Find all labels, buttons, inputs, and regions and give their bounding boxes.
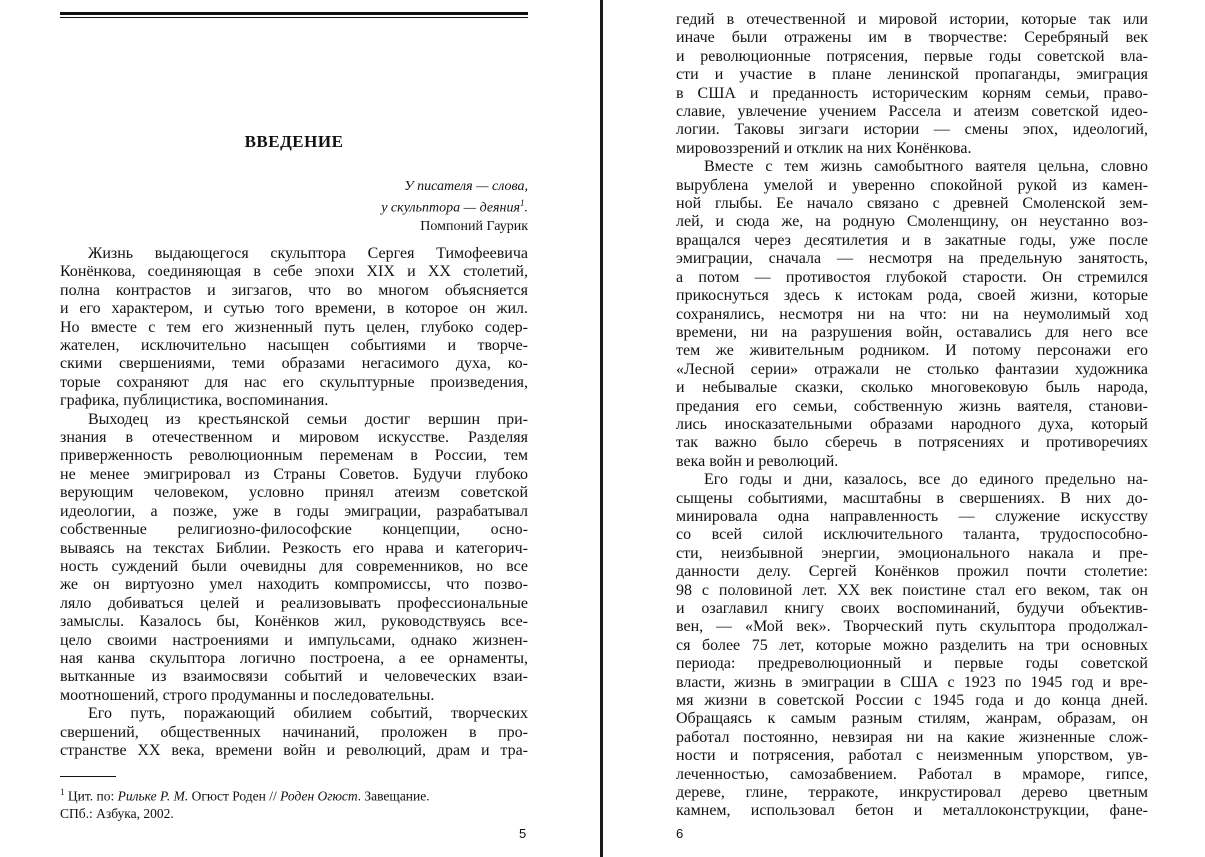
page-number: 5 (519, 826, 527, 841)
right-page (603, 0, 1205, 857)
text-line: вен, — «Мой век». Творческий путь скульптора продолжал- (676, 618, 1148, 636)
text-line: славие, увлечение учением Рассела и атеизм советской идео- (676, 103, 1148, 121)
text-line: свершений, общественных начинаний, проложен в про- (60, 723, 528, 741)
text-line: ность суждений были очевидны для современников, но все (60, 557, 528, 575)
text-line: данности делу. Сергей Конёнков прожил почти столетие: (676, 563, 1148, 581)
text-line: работал постоянно, невзирая ни на какие жизненные слож- (676, 728, 1148, 746)
left-page (0, 0, 600, 857)
text-line: Его путь, поражающий обилием событий, творческих (88, 705, 528, 723)
text-line: эмиграции, сначала — несмотря на предельную занятость, (676, 250, 1148, 268)
text-line: сохранялись, несмотря ни на что: ни на неумолимый ход (676, 305, 1148, 323)
text-line: дереве, глине, терракоте, инкрустировал дерево цветным (676, 784, 1148, 802)
footnote-line-1: $^1$ Цит. по: Рильке Р. М. Огюст Роден // Роден Огюст. Завещание. (60, 787, 430, 804)
text-line: моотношений, строго продуманны и последовательны. (60, 686, 435, 704)
footnote (60, 784, 528, 822)
text-line: и его характером, и сутью того времени, в которое он жил. (60, 300, 528, 318)
text-line: сыщены событиями, масштабны в свершениях. В них до- (676, 489, 1148, 507)
text-line: же он виртуозно умел находить компромиссы, что позво- (60, 576, 528, 594)
chapter-title: ВВЕДЕНИЕ (244, 132, 344, 151)
text-line: цело своими настроениями и импульсами, однако жизнен- (60, 631, 528, 649)
text-line: приверженность революционным переменам в России, тем (60, 447, 528, 465)
text-line: и небывалые сказки, сколько многовековую быль народа, (676, 379, 1148, 397)
text-line: предания его семьи, собственную жизнь ваятеля, станови- (676, 397, 1148, 415)
text-line: Выходец из крестьянской семьи достиг вершин при- (88, 410, 528, 428)
text-line: сти и участие в плане ленинской пропаганды, эмиграция (676, 66, 1148, 84)
footnote-marker: 1 (520, 198, 525, 208)
text-line: 98 с половиной лет. XX век поистине стал его веком, так он (676, 581, 1148, 599)
text-line: Его годы и дни, казалось, все до единого предельно на- (704, 471, 1148, 489)
epigraph-line-2: у скульптора — деяния$^1$. (381, 198, 528, 216)
text-line: замыслы. Казалось бы, Конёнков жил, руководствуясь все- (60, 613, 528, 631)
text-line: идеологии, а позже, уже в годы эмиграции, разрабатывал (60, 502, 528, 520)
text-line: странстве XX века, времени войн и революций, драм и тра- (60, 741, 528, 759)
text-line: Обращаясь к самым разным стилям, жанрам, образам, он (676, 710, 1148, 728)
epigraph (381, 178, 528, 235)
left-body-text (60, 245, 528, 760)
text-line: верующим человеком, условно принял атеизм советской (60, 484, 528, 502)
text-line: жателен, исключительно насыщен событиями и творче- (60, 337, 528, 355)
text-line: века войн и революций. (676, 452, 839, 470)
text-line: леченностью, самозабвением. Работал в мраморе, гипсе, (676, 765, 1148, 783)
text-line: графика, публицистика, воспоминания. (60, 392, 329, 410)
footnote-rule (60, 776, 116, 777)
text-line: ная канва скульптора логично построена, а ее орнаменты, (60, 649, 528, 667)
text-line: прикоснуться здесь к истокам рода, своей жизни, которые (676, 287, 1148, 305)
header-rule (60, 12, 528, 18)
footnote-line-2: СПб.: Азбука, 2002. (60, 805, 174, 821)
text-line: полна контрастов и зигзагов, что во многом объясняется (60, 281, 528, 299)
text-line: лись иносказательными образами народного духа, который (676, 415, 1148, 433)
text-line: тем же живительным родником. И потому персонажи его (676, 342, 1148, 360)
text-line: логии. Таковы зигзаги истории — смены эпох, идеологий, (676, 121, 1148, 139)
text-line: иначе были отражены им в творчестве: Серебряный век (676, 29, 1148, 47)
text-line: ляло добиваться целей и реализовывать профессиональные (60, 594, 528, 612)
text-line: ности и потрясения, работал с неизменным упорством, ув- (676, 747, 1148, 765)
text-line: со всей силой исключительного таланта, трудоспособно- (676, 526, 1148, 544)
epigraph-line-1: У писателя — слова, (404, 179, 528, 194)
text-line: Вместе с тем жизнь самобытного ваятеля цельна, словно (704, 158, 1148, 176)
text-line: собственные религиозно-философские концепции, осно- (60, 521, 528, 539)
text-line: ной глыбы. Ее начало связано с древней Смоленской зем- (676, 195, 1148, 213)
text-line: Жизнь выдающегося скульптора Сергея Тимофеевича (88, 245, 528, 262)
text-line: ся более 75 лет, которые можно разделить на три основных (676, 636, 1148, 654)
text-line: вырублена умелой и уверенно спокойной рукой из камен- (676, 176, 1148, 194)
text-line: периода: предреволюционный и первые годы советской (676, 655, 1148, 673)
text-line: камнем, использовал бетон и металлоконструкции, фане- (676, 802, 1148, 820)
text-line: и революционные потрясения, первые годы советской вла- (676, 47, 1148, 65)
text-line: вываясь на текстах Библии. Резкость его нрава и категорич- (60, 539, 528, 557)
text-line: мя жизни в советской России с 1945 года и до конца дней. (676, 692, 1148, 710)
text-line: вращался через десятилетия и в закатные годы, уже после (676, 231, 1148, 249)
text-line: лей, и сюда же, на родную Смоленщину, он неустанно воз- (676, 213, 1148, 231)
text-line: не менее эмигрировал из Страны Советов. Будучи глубоко (60, 465, 528, 483)
text-line: гедий в отечественной и мировой истории, которые так или (676, 11, 1148, 28)
text-line: Конёнкова, соединяющая в себе эпохи XIX и XX столетий, (60, 263, 528, 281)
text-line: «Лесной серии» отражали не столько фантазии художника (676, 360, 1148, 378)
text-line: и озаглавил книгу своих воспоминаний, будучи объектив- (676, 600, 1148, 617)
text-line: скими свершениями, теми образами негасимого духа, ко- (60, 355, 528, 373)
text-line: в США и преданность историческим корням семьи, право- (676, 84, 1148, 102)
text-line: минировала одна направленность — служение искусству (676, 507, 1148, 525)
text-line: Но вместе с тем его жизненный путь целен, глубоко содер- (60, 318, 528, 336)
epigraph-author: Помпоний Гаурик (420, 218, 528, 234)
text-line: торые сохраняют для нас его скульптурные произведения, (60, 373, 528, 391)
text-line: так важно было сберечь в потрясениях и противоречиях (676, 434, 1148, 452)
page-number: 6 (676, 826, 684, 841)
text-line: вытканные из взаимосвязи событий и человеческих взаи- (60, 668, 528, 686)
text-line: знания в отечественном и мировом искусстве. Разделяя (60, 429, 528, 447)
right-body-text (676, 11, 1148, 821)
text-line: а потом — противостоя глубокой старости. Он стремился (676, 268, 1148, 286)
text-line: власти, жизнь в эмиграции в США с 1923 по 1945 год и вре- (676, 673, 1148, 691)
text-line: времени, ни на разрушения войн, оставались для него все (676, 323, 1148, 341)
text-line: сти, неизбывной энергии, эмоционального накала и пре- (676, 544, 1148, 562)
text-line: мировоззрений и отклик на них Конёнкова. (676, 139, 972, 157)
